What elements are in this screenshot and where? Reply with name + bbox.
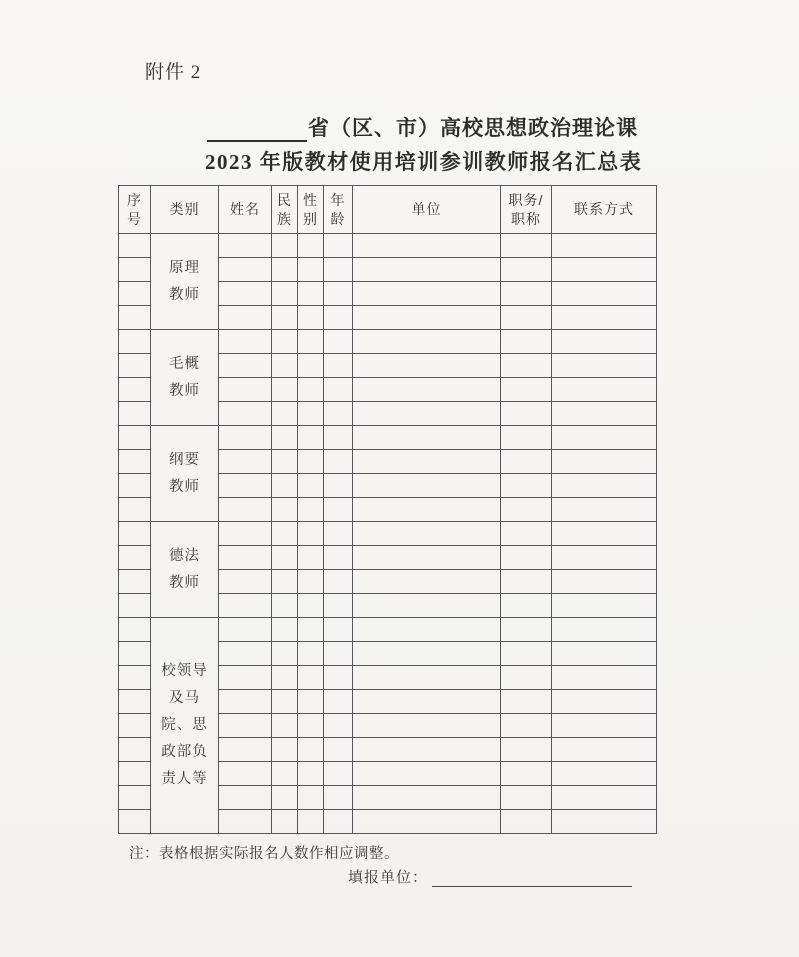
empty-cell xyxy=(272,450,298,474)
serial-cell xyxy=(119,762,151,786)
empty-cell xyxy=(272,426,298,450)
empty-cell xyxy=(552,498,657,522)
empty-cell xyxy=(298,282,324,306)
empty-cell xyxy=(552,762,657,786)
empty-cell xyxy=(324,402,353,426)
empty-cell xyxy=(324,282,353,306)
document-title-line2: 2023 年版教材使用培训参训教师报名汇总表 xyxy=(205,150,643,174)
empty-cell xyxy=(324,522,353,546)
column-header-category: 类别 xyxy=(151,186,219,234)
empty-cell xyxy=(552,402,657,426)
serial-cell xyxy=(119,330,151,354)
serial-cell xyxy=(119,378,151,402)
empty-cell xyxy=(501,282,552,306)
empty-cell xyxy=(298,786,324,810)
serial-cell xyxy=(119,258,151,282)
empty-cell xyxy=(324,786,353,810)
empty-cell xyxy=(353,330,501,354)
empty-cell xyxy=(298,642,324,666)
empty-cell xyxy=(272,570,298,594)
empty-cell xyxy=(272,762,298,786)
empty-cell xyxy=(501,522,552,546)
serial-cell xyxy=(119,234,151,258)
table-row xyxy=(119,426,657,450)
empty-cell xyxy=(324,258,353,282)
empty-cell xyxy=(219,714,272,738)
empty-cell xyxy=(353,666,501,690)
serial-cell xyxy=(119,498,151,522)
empty-cell xyxy=(552,570,657,594)
column-header-unit: 单位 xyxy=(353,186,501,234)
empty-cell xyxy=(552,450,657,474)
empty-cell xyxy=(552,666,657,690)
empty-cell xyxy=(219,450,272,474)
reporting-unit-label: 填报单位： xyxy=(348,869,429,886)
empty-cell xyxy=(219,402,272,426)
empty-cell xyxy=(298,570,324,594)
serial-cell xyxy=(119,450,151,474)
reporting-unit-row xyxy=(348,866,632,887)
empty-cell xyxy=(552,810,657,834)
empty-cell xyxy=(501,378,552,402)
serial-cell xyxy=(119,642,151,666)
empty-cell xyxy=(219,666,272,690)
empty-cell xyxy=(324,810,353,834)
empty-cell xyxy=(552,738,657,762)
empty-cell xyxy=(272,594,298,618)
empty-cell xyxy=(272,714,298,738)
empty-cell xyxy=(219,258,272,282)
empty-cell xyxy=(219,642,272,666)
empty-cell xyxy=(272,402,298,426)
empty-cell xyxy=(353,426,501,450)
empty-cell xyxy=(353,498,501,522)
empty-cell xyxy=(272,498,298,522)
empty-cell xyxy=(272,618,298,642)
empty-cell xyxy=(298,402,324,426)
province-blank-underline xyxy=(207,119,307,142)
empty-cell xyxy=(272,738,298,762)
empty-cell xyxy=(324,330,353,354)
empty-cell xyxy=(353,450,501,474)
column-header-serial: 序 号 xyxy=(119,186,151,234)
empty-cell xyxy=(219,690,272,714)
empty-cell xyxy=(298,306,324,330)
empty-cell xyxy=(501,354,552,378)
category-cell-1: 毛概 教师 xyxy=(151,330,219,426)
empty-cell xyxy=(219,354,272,378)
serial-cell xyxy=(119,594,151,618)
empty-cell xyxy=(501,450,552,474)
column-header-age: 年 龄 xyxy=(324,186,353,234)
empty-cell xyxy=(219,474,272,498)
empty-cell xyxy=(353,282,501,306)
empty-cell xyxy=(501,642,552,666)
empty-cell xyxy=(298,738,324,762)
empty-cell xyxy=(298,714,324,738)
empty-cell xyxy=(298,378,324,402)
empty-cell xyxy=(353,738,501,762)
column-header-position: 职务/ 职称 xyxy=(501,186,552,234)
empty-cell xyxy=(324,546,353,570)
empty-cell xyxy=(353,474,501,498)
serial-cell xyxy=(119,714,151,738)
serial-cell xyxy=(119,306,151,330)
empty-cell xyxy=(501,666,552,690)
empty-cell xyxy=(552,234,657,258)
empty-cell xyxy=(272,810,298,834)
empty-cell xyxy=(219,810,272,834)
empty-cell xyxy=(501,594,552,618)
empty-cell xyxy=(552,354,657,378)
category-cell-4: 校领导 及马 院、思 政部负 责人等 xyxy=(151,618,219,834)
empty-cell xyxy=(298,810,324,834)
empty-cell xyxy=(324,690,353,714)
empty-cell xyxy=(501,738,552,762)
empty-cell xyxy=(324,474,353,498)
empty-cell xyxy=(353,354,501,378)
empty-cell xyxy=(298,450,324,474)
serial-cell xyxy=(119,690,151,714)
empty-cell xyxy=(552,330,657,354)
empty-cell xyxy=(552,618,657,642)
table-note: 注：表格根据实际报名人数作相应调整。 xyxy=(129,846,399,862)
serial-cell xyxy=(119,522,151,546)
empty-cell xyxy=(552,546,657,570)
empty-cell xyxy=(353,234,501,258)
empty-cell xyxy=(272,666,298,690)
empty-cell xyxy=(501,762,552,786)
empty-cell xyxy=(298,498,324,522)
empty-cell xyxy=(272,474,298,498)
empty-cell xyxy=(219,522,272,546)
serial-cell xyxy=(119,354,151,378)
empty-cell xyxy=(219,618,272,642)
empty-cell xyxy=(501,234,552,258)
empty-cell xyxy=(324,570,353,594)
empty-cell xyxy=(219,282,272,306)
empty-cell xyxy=(552,426,657,450)
empty-cell xyxy=(298,594,324,618)
empty-cell xyxy=(353,810,501,834)
empty-cell xyxy=(501,618,552,642)
empty-cell xyxy=(552,690,657,714)
empty-cell xyxy=(272,258,298,282)
empty-cell xyxy=(552,378,657,402)
serial-cell xyxy=(119,618,151,642)
table-row xyxy=(119,618,657,642)
column-header-contact: 联系方式 xyxy=(552,186,657,234)
empty-cell xyxy=(298,690,324,714)
empty-cell xyxy=(552,258,657,282)
document-title-line1 xyxy=(207,112,638,142)
table-row xyxy=(119,330,657,354)
empty-cell xyxy=(353,714,501,738)
empty-cell xyxy=(501,330,552,354)
empty-cell xyxy=(353,570,501,594)
empty-cell xyxy=(219,570,272,594)
empty-cell xyxy=(324,426,353,450)
reporting-unit-blank xyxy=(432,869,632,887)
empty-cell xyxy=(501,546,552,570)
empty-cell xyxy=(298,330,324,354)
empty-cell xyxy=(272,282,298,306)
empty-cell xyxy=(298,666,324,690)
empty-cell xyxy=(324,618,353,642)
serial-cell xyxy=(119,282,151,306)
empty-cell xyxy=(272,378,298,402)
empty-cell xyxy=(272,642,298,666)
category-cell-3: 德法 教师 xyxy=(151,522,219,618)
empty-cell xyxy=(324,642,353,666)
empty-cell xyxy=(552,594,657,618)
empty-cell xyxy=(501,714,552,738)
empty-cell xyxy=(324,594,353,618)
empty-cell xyxy=(353,402,501,426)
registration-summary-table xyxy=(118,185,657,834)
empty-cell xyxy=(324,234,353,258)
empty-cell xyxy=(324,714,353,738)
category-cell-0: 原理 教师 xyxy=(151,234,219,330)
empty-cell xyxy=(298,522,324,546)
empty-cell xyxy=(298,618,324,642)
column-header-gender: 性 别 xyxy=(298,186,324,234)
empty-cell xyxy=(501,402,552,426)
empty-cell xyxy=(219,426,272,450)
empty-cell xyxy=(298,474,324,498)
empty-cell xyxy=(501,786,552,810)
empty-cell xyxy=(272,546,298,570)
empty-cell xyxy=(219,546,272,570)
empty-cell xyxy=(219,498,272,522)
empty-cell xyxy=(353,762,501,786)
empty-cell xyxy=(501,258,552,282)
empty-cell xyxy=(298,354,324,378)
empty-cell xyxy=(272,234,298,258)
empty-cell xyxy=(272,330,298,354)
empty-cell xyxy=(324,666,353,690)
empty-cell xyxy=(298,546,324,570)
empty-cell xyxy=(501,426,552,450)
empty-cell xyxy=(272,690,298,714)
empty-cell xyxy=(298,762,324,786)
empty-cell xyxy=(353,258,501,282)
empty-cell xyxy=(324,306,353,330)
empty-cell xyxy=(324,498,353,522)
empty-cell xyxy=(552,522,657,546)
column-header-ethnic: 民 族 xyxy=(272,186,298,234)
serial-cell xyxy=(119,570,151,594)
empty-cell xyxy=(298,258,324,282)
empty-cell xyxy=(272,354,298,378)
empty-cell xyxy=(219,330,272,354)
empty-cell xyxy=(219,594,272,618)
empty-cell xyxy=(501,690,552,714)
empty-cell xyxy=(324,378,353,402)
empty-cell xyxy=(324,738,353,762)
empty-cell xyxy=(353,690,501,714)
serial-cell xyxy=(119,786,151,810)
empty-cell xyxy=(219,234,272,258)
empty-cell xyxy=(552,282,657,306)
empty-cell xyxy=(552,306,657,330)
title-line1-text: 省（区、市）高校思想政治理论课 xyxy=(308,116,638,140)
table-row xyxy=(119,522,657,546)
serial-cell xyxy=(119,474,151,498)
empty-cell xyxy=(501,570,552,594)
empty-cell xyxy=(552,714,657,738)
empty-cell xyxy=(219,306,272,330)
serial-cell xyxy=(119,402,151,426)
serial-cell xyxy=(119,738,151,762)
empty-cell xyxy=(272,522,298,546)
table-header-row xyxy=(119,186,657,234)
empty-cell xyxy=(501,498,552,522)
empty-cell xyxy=(353,618,501,642)
empty-cell xyxy=(552,474,657,498)
empty-cell xyxy=(219,738,272,762)
serial-cell xyxy=(119,546,151,570)
empty-cell xyxy=(353,522,501,546)
empty-cell xyxy=(324,762,353,786)
empty-cell xyxy=(353,546,501,570)
empty-cell xyxy=(324,450,353,474)
empty-cell xyxy=(353,306,501,330)
empty-cell xyxy=(353,786,501,810)
empty-cell xyxy=(272,306,298,330)
column-header-name: 姓名 xyxy=(219,186,272,234)
empty-cell xyxy=(219,762,272,786)
empty-cell xyxy=(353,642,501,666)
attachment-label: 附件 2 xyxy=(145,62,202,83)
empty-cell xyxy=(353,378,501,402)
table-row xyxy=(119,234,657,258)
empty-cell xyxy=(501,810,552,834)
serial-cell xyxy=(119,426,151,450)
empty-cell xyxy=(298,426,324,450)
empty-cell xyxy=(219,786,272,810)
empty-cell xyxy=(552,786,657,810)
empty-cell xyxy=(219,378,272,402)
empty-cell xyxy=(272,786,298,810)
empty-cell xyxy=(353,594,501,618)
serial-cell xyxy=(119,666,151,690)
empty-cell xyxy=(298,234,324,258)
empty-cell xyxy=(501,306,552,330)
empty-cell xyxy=(324,354,353,378)
empty-cell xyxy=(501,474,552,498)
empty-cell xyxy=(552,642,657,666)
serial-cell xyxy=(119,810,151,834)
category-cell-2: 纲要 教师 xyxy=(151,426,219,522)
